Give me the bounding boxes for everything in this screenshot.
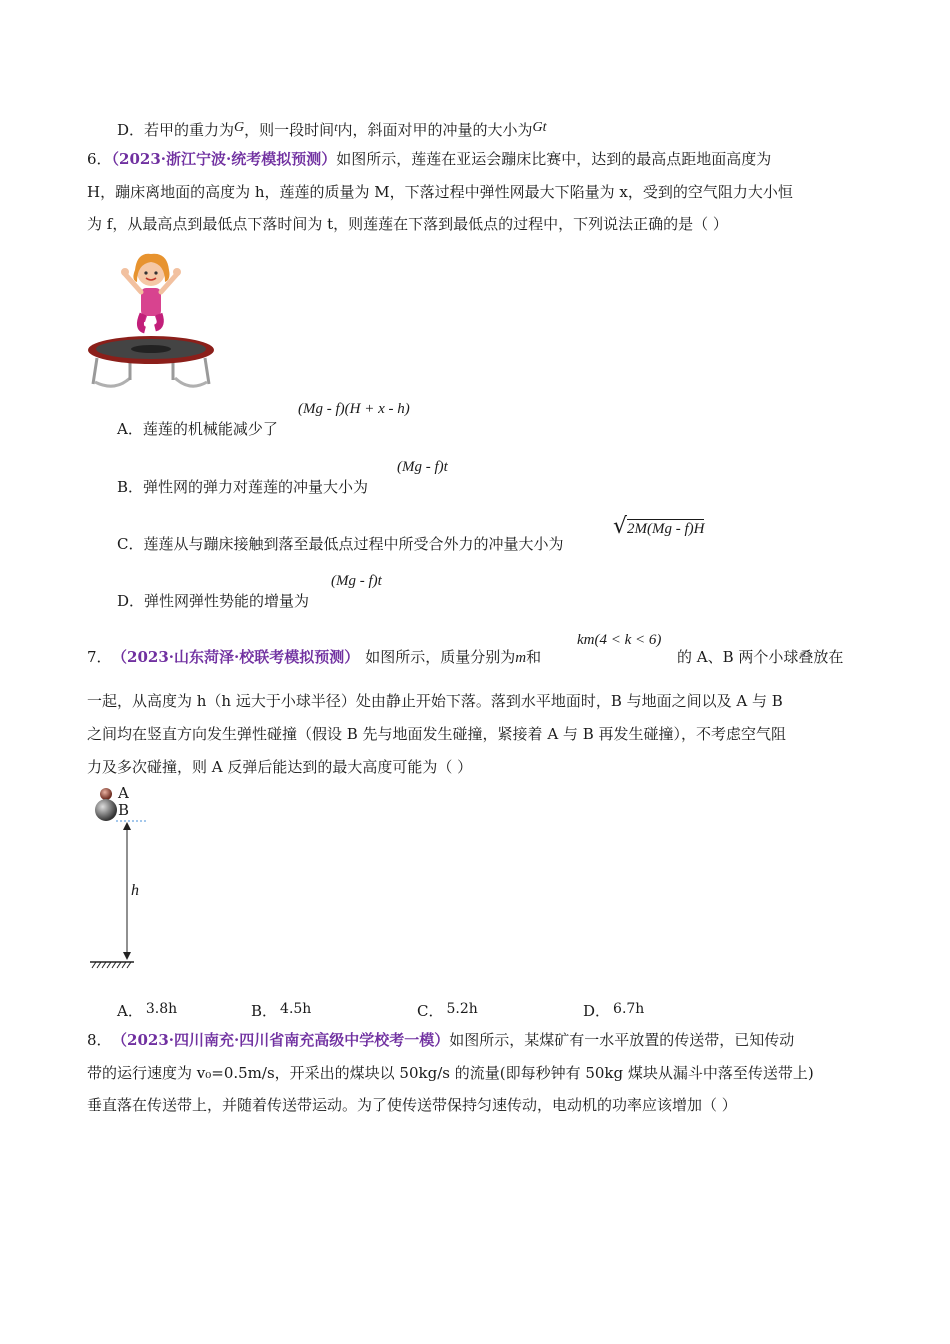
question-source: （2023·浙江宁波·统考模拟预测） [111,150,337,168]
option-label: D． [583,1002,611,1020]
balls-figure [86,784,156,974]
fig-label-h: h [131,882,139,899]
question-stem: 如图所示，某煤矿有一水平放置的传送带，已知传动 [449,1031,795,1049]
option-text: 莲莲的机械能减少了 [142,420,278,438]
q7-option-d [583,997,644,1018]
question-number: 7． [87,648,112,666]
option-label: D． [117,592,145,610]
q7-stem-line1 [87,630,867,670]
math-t: t [334,120,338,134]
q6-stem-line2: H，蹦床离地面的高度为 h，莲莲的质量为 M，下落过程中弹性网最大下陷量为 x，受到的空气阻力大小恒 [87,183,793,201]
q8-stem-line1 [87,1029,794,1051]
question-stem: 和 [526,648,542,666]
option-value: 5.2h [446,1001,478,1017]
question-source: （2023·四川南充·四川省南充高级中学校考一模） [119,1031,450,1049]
option-math: (Mg - f)t [331,573,382,589]
q8-stem-line2: 带的运行速度为 v₀=0.5m/s，开采出的煤块以 50kg/s 的流量(即每秒钟有 50kg 煤块从漏斗中落至传送带上) [87,1064,814,1082]
question-stem: 如图所示，质量分别为 [365,648,516,666]
math-G: G [234,120,245,135]
q6-stem-line1 [87,148,771,170]
option-math: 2M(Mg - f)H [627,521,705,537]
fig-label-a: A [118,784,129,802]
question-stem: 的 A、B 两个小球叠放在 [677,648,844,666]
option-text: 莲莲从与蹦床接触到落至最低点过程中所受合外力的冲量大小为 [143,535,564,553]
q8-stem-line3: 垂直落在传送带上，并随着传送带运动。为了使传送带保持匀速传动，电动机的功率应该增加（ ） [87,1096,737,1114]
option-text: 弹性网弹性势能的增量为 [144,592,310,610]
option-math: (Mg - f)t [397,459,448,475]
question-number: 8． [87,1031,112,1049]
option-value: 4.5h [280,1001,312,1017]
option-label: B． [117,478,144,496]
math-km: km(4 < k < 6) [577,632,662,648]
option-text: ，则一段时间 [244,121,335,139]
option-label: B． [251,1002,278,1020]
q7-option-b [251,997,311,1018]
option-math: (Mg - f)(H + x - h) [298,401,410,417]
option-label: D． [117,121,145,139]
q7-option-a [117,997,177,1018]
q7-option-c [417,997,478,1018]
sqrt-sign: √ [613,514,628,539]
q7-stem-line4: 力及多次碰撞，则 A 反弹后能达到的最大高度可能为（ ） [87,758,473,776]
trampoline-figure [85,246,217,391]
q5-option-d [117,116,547,141]
option-value: 6.7h [613,1001,645,1017]
ball-b [95,799,117,821]
question-number: 6． [87,150,112,168]
option-text: 弹性网的弹力对莲莲的冲量大小为 [143,478,369,496]
question-stem: 如图所示，莲莲在亚运会蹦床比赛中，达到的最高点距地面高度为 [336,150,772,168]
fig-label-b: B [118,801,130,819]
option-value: 3.8h [145,1001,178,1017]
option-label: C． [117,535,144,553]
option-label: A． [117,420,143,438]
question-source: （2023·山东菏泽·校联考模拟预测） [119,648,360,666]
option-text: 内，斜面对甲的冲量的大小为 [337,121,533,139]
q7-stem-line3: 之间均在竖直方向发生弹性碰撞（假设 B 先与地面发生碰撞，紧接着 A 与 B 再发生碰撞），不考虑空气阻 [87,725,786,743]
math-m: m [515,650,527,666]
q6-stem-line3: 为 f，从最高点到最低点下落时间为 t，则莲莲在下落到最低点的过程中，下列说法正确的是（ ） [87,215,728,233]
q7-stem-line2: 一起，从高度为 h（h 远大于小球半径）处由静止开始下落。落到水平地面时，B 与地面之间以及 A 与 B [87,692,783,710]
ball-a [100,788,112,800]
option-label: C． [417,1002,444,1020]
math-Gt: Gt [532,120,547,135]
option-text: 若甲的重力为 [144,121,235,139]
option-label: A． [117,1002,143,1020]
